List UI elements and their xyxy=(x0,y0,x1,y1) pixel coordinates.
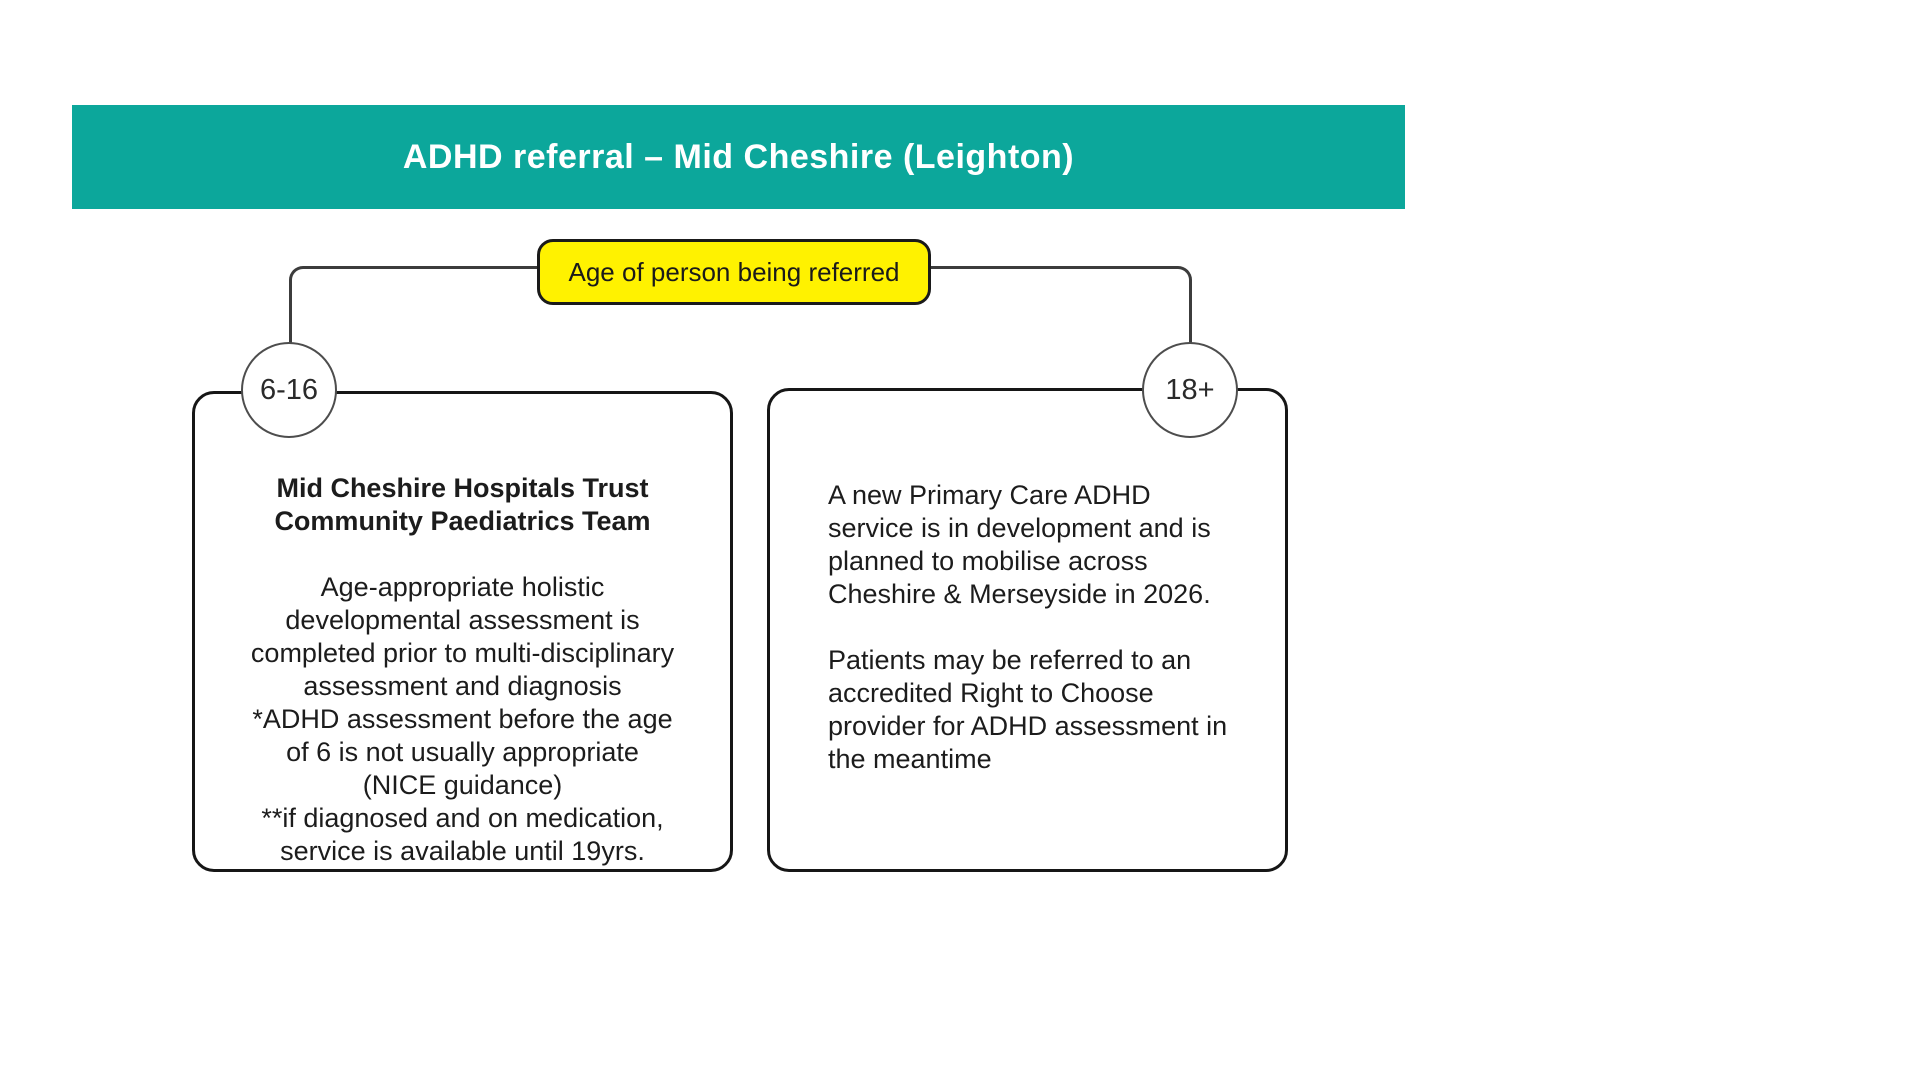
branch-6-16-content xyxy=(195,394,730,868)
branch-6-16-body-line: completed prior to multi-disciplinary xyxy=(250,638,675,668)
branch-6-16-body-line: Age-appropriate holistic xyxy=(320,572,605,602)
branch-6-16-body-line: service is available until 19yrs. xyxy=(280,836,645,866)
age-circle-18plus xyxy=(1142,342,1238,438)
blank-line xyxy=(828,611,1245,644)
branch-18plus-body-line: Cheshire & Merseyside in 2026. xyxy=(828,579,1211,609)
branch-18plus-body-line: A new Primary Care ADHD xyxy=(828,480,1151,510)
branch-box-18plus xyxy=(767,388,1288,872)
decision-label-text: Age of person being referred xyxy=(568,256,900,287)
blank-line xyxy=(195,538,730,571)
branch-18plus-body-line: planned to mobilise across xyxy=(828,546,1148,576)
connector-line-right xyxy=(931,266,1192,343)
age-circle-18plus-text: 18+ xyxy=(1165,373,1215,406)
branch-6-16-body-line: (NICE guidance) xyxy=(362,770,563,800)
branch-18plus-body-line: service is in development and is xyxy=(828,513,1211,543)
page-title: ADHD referral – Mid Cheshire (Leighton) xyxy=(402,137,1075,176)
branch-box-6-16 xyxy=(192,391,733,872)
branch-18plus-body-line: accredited Right to Choose xyxy=(828,678,1154,708)
branch-18plus-body-line: provider for ADHD assessment in xyxy=(828,711,1228,741)
title-banner xyxy=(72,105,1405,209)
branch-6-16-heading-line: Mid Cheshire Hospitals Trust xyxy=(276,473,649,503)
decision-label xyxy=(537,239,931,305)
connector-line-left xyxy=(289,266,537,344)
branch-18plus-body-line: the meantime xyxy=(828,744,992,774)
branch-6-16-body-line: developmental assessment is xyxy=(285,605,640,635)
age-circle-6-16-text: 6-16 xyxy=(259,373,319,406)
branch-6-16-body-line: of 6 is not usually appropriate xyxy=(286,737,639,767)
branch-6-16-body-line: assessment and diagnosis xyxy=(303,671,622,701)
branch-18plus-content xyxy=(770,391,1285,776)
age-circle-6-16 xyxy=(241,342,337,438)
branch-6-16-heading-line: Community Paediatrics Team xyxy=(274,506,651,536)
branch-6-16-body-line: *ADHD assessment before the age xyxy=(252,704,673,734)
branch-6-16-body-line: **if diagnosed and on medication, xyxy=(261,803,664,833)
branch-18plus-body-line: Patients may be referred to an xyxy=(828,645,1192,675)
